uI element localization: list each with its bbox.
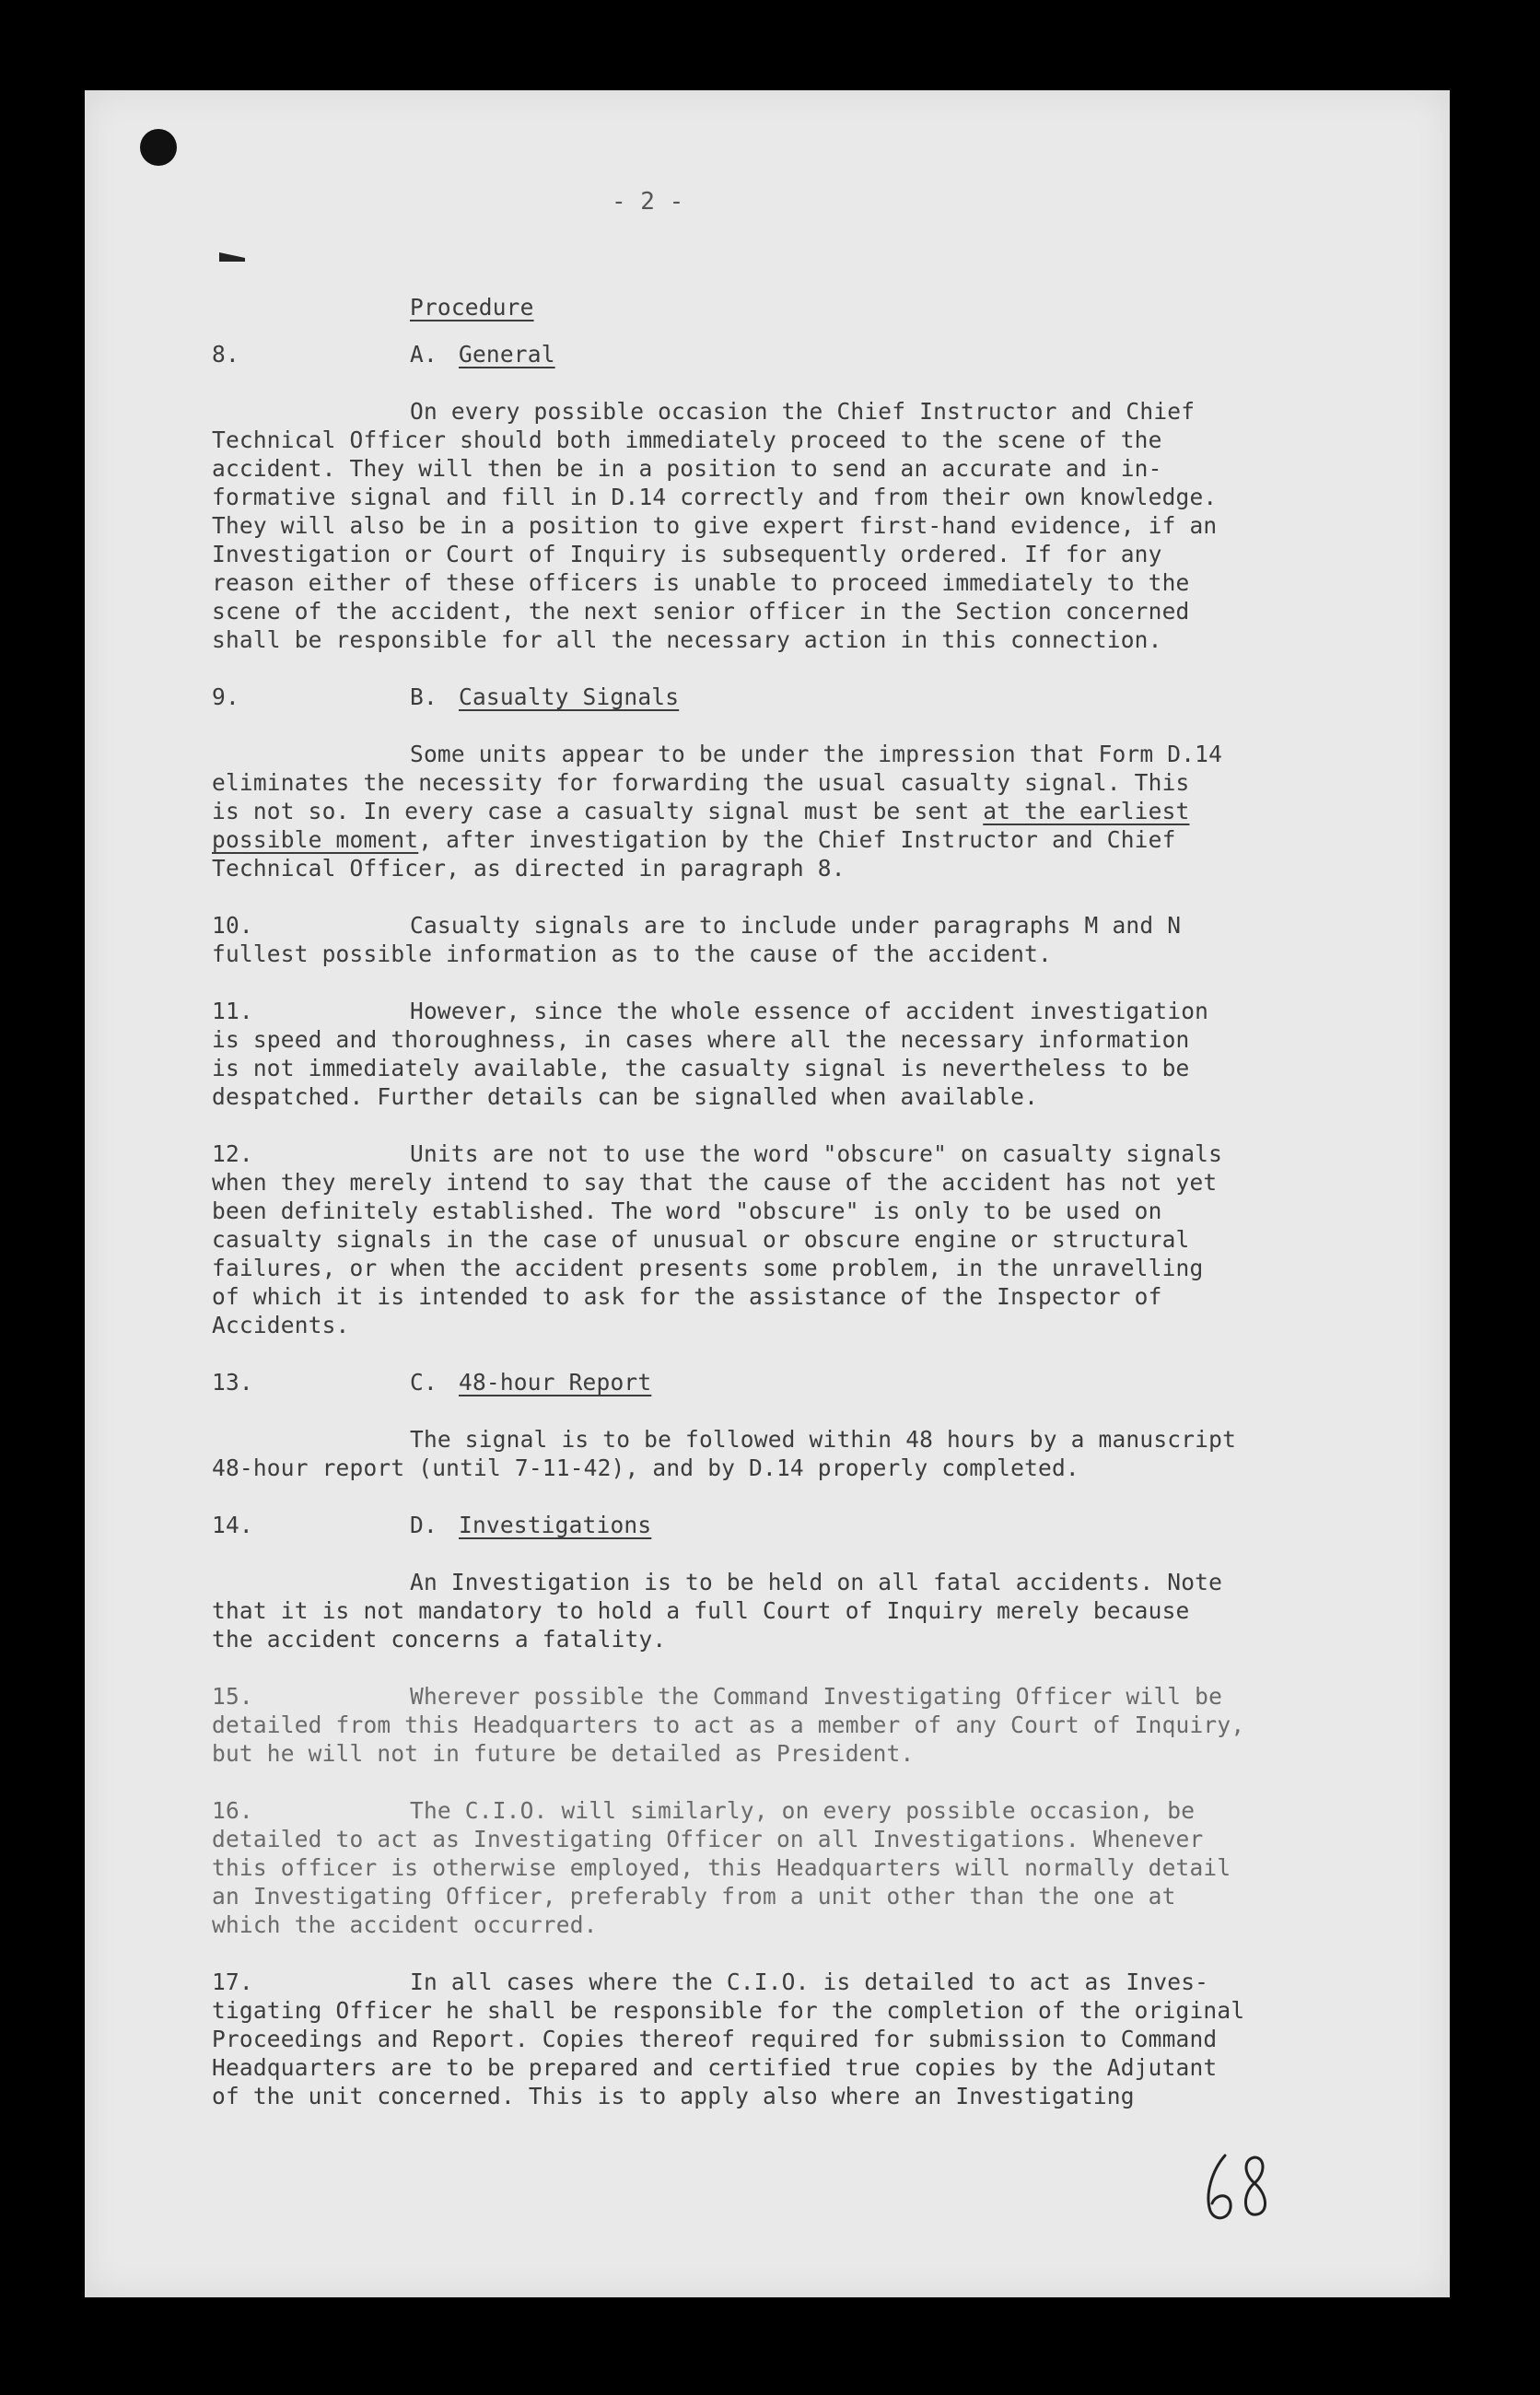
document-body <box>212 293 1299 2139</box>
paragraph-8: On every possible occasion the Chief Instructor and Chief Technical Officer should both immediately proceed to the scene of the accident. They will then be in a position to send an accurate and in- formative signal and fill in D.14 correctly and from their own knowledge. They will also be in a position to give expert first-hand evidence, if an Investigation or Court of Inquiry is subsequently ordered. If for any reason either of these officers is unable to proceed immediately to the scene of the accident, the next senior officer in the Section concerned shall be responsible for all the necessary action in this connection. <box>212 398 1218 653</box>
paragraph-number: 15. <box>212 1683 253 1710</box>
paragraph-15: 15. Wherever possible the Command Investigating Officer will be detailed from this Headquarters to act as a member of any Court of Inquiry, but he will not in future be detailed as President. <box>212 1683 1245 1767</box>
paragraph-number: 12. <box>212 1140 253 1167</box>
procedure-heading: Procedure <box>410 294 534 321</box>
paragraph-number: 17. <box>212 1969 253 1995</box>
paragraph-9: Some units appear to be under the impression that Form D.14 eliminates the necessity for forwarding the usual casualty signal. This is not so. In every case a casualty signal must be sent at the earliest possible moment, after investigation by the Chief Instructor and Chief Technical Officer, as directed in paragraph 8. <box>212 741 1223 882</box>
paragraph-number: 11. <box>212 998 253 1024</box>
punch-hole <box>140 129 177 166</box>
paragraph-16: 16. The C.I.O. will similarly, on every possible occasion, be detailed to act as Investigating Officer on all Investigations. Whenever this officer is otherwise employed, this Headquarters will normally detail an Investigating Officer, preferably from a unit other than the one at which the accident occurred. <box>212 1797 1231 1938</box>
handwritten-page-number <box>1197 2146 1280 2229</box>
section-title: Investigations <box>459 1512 652 1538</box>
paragraph-number: 9. <box>212 683 239 710</box>
section-title: Casualty Signals <box>459 683 680 710</box>
section-title: General <box>459 341 555 368</box>
paragraph-11: 11. However, since the whole essence of accident investigation is speed and thoroughness, in cases where all the necessary information is not immediately available, the casualty signal is nevertheless to be despatched. Further details can be signalled when available. <box>212 998 1209 1110</box>
paragraph-10: 10. Casualty signals are to include under paragraphs M and N fullest possible information as to the cause of the accident. <box>212 912 1182 967</box>
section-8-heading: 8. A. General <box>212 341 555 368</box>
paragraph-14: An Investigation is to be held on all fatal accidents. Note that it is not mandatory to hold a full Court of Inquiry merely because the accident concerns a fatality. <box>212 1569 1223 1653</box>
paragraph-number: 16. <box>212 1797 253 1824</box>
section-13-heading: 13. C. 48-hour Report <box>212 1369 652 1396</box>
paragraph-number: 14. <box>212 1512 253 1538</box>
paragraph-13: The signal is to be followed within 48 hours by a manuscript 48-hour report (until 7-11-42), and by D.14 properly completed. <box>212 1426 1237 1481</box>
paragraph-number: 8. <box>212 341 239 368</box>
section-9-heading: 9. B. Casualty Signals <box>212 683 680 710</box>
paragraph-12: 12. Units are not to use the word "obscure" on casualty signals when they merely intend to say that the cause of the accident has not yet been definitely established. The word "obscure" is only to be used on casualty signals in the case of unusual or obscure engine or structural failures, or when the accident presents some problem, in the unravelling of which it is intended to ask for the assistance of the Inspector of Accidents. <box>212 1140 1223 1338</box>
page-number: - 2 - <box>612 188 684 216</box>
paragraph-number: 13. <box>212 1369 253 1396</box>
section-title: 48-hour Report <box>459 1369 652 1396</box>
paragraph-number: 10. <box>212 912 253 939</box>
paragraph-17: 17. In all cases where the C.I.O. is detailed to act as Inves- tigating Officer he shall be responsible for the completion of the original Proceedings and Report. Copies thereof required for submission to Command Headquarters are to be prepared and certified true copies by the Adjutant of the unit concerned. This is to apply also where an Investigating <box>212 1969 1245 2109</box>
section-14-heading: 14. D. Investigations <box>212 1512 652 1538</box>
